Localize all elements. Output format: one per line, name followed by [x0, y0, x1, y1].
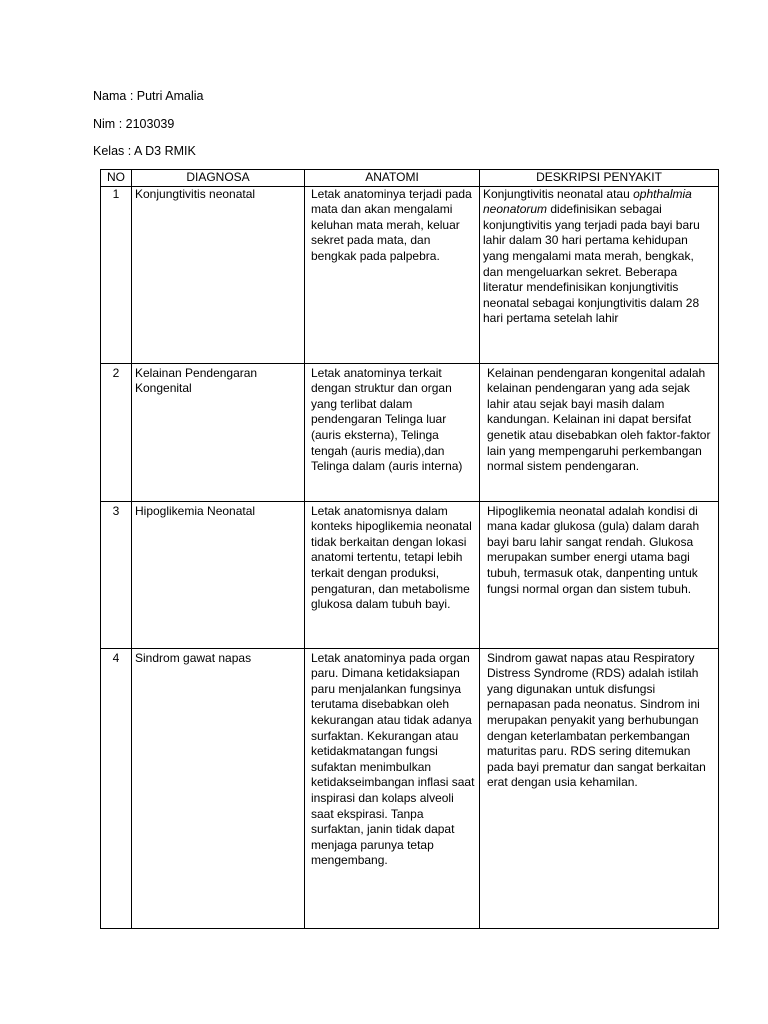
student-name: Nama : Putri Amalia — [93, 89, 204, 103]
column-header-diagnosa: DIAGNOSA — [132, 170, 305, 187]
column-header-deskripsi: DESKRIPSI PENYAKIT — [480, 170, 719, 187]
description-cell — [480, 648, 719, 928]
description-cell — [480, 363, 719, 501]
anatomy-cell — [305, 501, 480, 648]
description-cell — [480, 501, 719, 648]
diagnosis-cell: Kelainan Pendengaran Kongenital — [132, 363, 305, 501]
anatomy-cell — [305, 363, 480, 501]
description-cell — [480, 186, 719, 363]
table-header-row — [101, 170, 719, 187]
diagnosis-table — [100, 169, 719, 929]
table-row — [101, 186, 719, 363]
description-text: Kelainan pendengaran kongenital adalah kelainan pendengaran yang ada sejak lahir atau sejak bayi masih dalam kandungan. Kelainan ini dapat bersifat genetik atau disebabkan oleh faktor-faktor lain yang mempengaruhi perkembangan normal sistem pendengaran. — [487, 365, 711, 474]
column-header-anatomi: ANATOMI — [305, 170, 480, 187]
row-number: 1 — [101, 186, 132, 363]
diagnosis-cell: Sindrom gawat napas — [132, 648, 305, 928]
anatomy-text: Letak anatomisnya dalam konteks hipoglikemia neonatal tidak berkaitan dengan lokasi anatomi tertentu, tetapi lebih terkait dengan produksi, pengaturan, dan metabolisme glukosa dalam tubuh bayi. — [311, 503, 472, 612]
anatomy-text: Letak anatominya terkait dengan struktur dan organ yang terlibat dalam pendengaran Telinga luar (auris eksterna), Telinga tengah (auris media),dan Telinga dalam (auris interna) — [311, 365, 463, 474]
table-row — [101, 501, 719, 648]
student-class: Kelas : A D3 RMIK — [93, 144, 196, 158]
description-text-part: Konjungtivitis neonatal atau — [483, 186, 634, 201]
student-id: Nim : 2103039 — [93, 117, 175, 131]
diagnosis-cell: Konjungtivitis neonatal — [132, 186, 305, 363]
anatomy-text: Letak anatominya pada organ paru. Dimana ketidaksiapan paru menjalankan fungsinya terutama disebabkan oleh kekurangan atau tidak adanya surfaktan. Kekurangan atau ketidakmatangan fungsi sufaktan menimbulkan ketidakseimbangan inflasi saat inspirasi dan kolaps alveoli saat ekspirasi. Tanpa surfaktan, janin tidak dapat menjaga parunya tetap mengembang. — [311, 650, 475, 868]
anatomy-cell — [305, 186, 480, 363]
description-text: Sindrom gawat napas atau Respiratory Distress Syndrome (RDS) adalah istilah yang digunakan untuk disfungsi pernapasan pada neonatus. Sindrom ini merupakan penyakit yang berhubungan dengan keterlambatan perkembangan maturitas paru. RDS sering ditemukan pada bayi prematur dan sangat berkaitan erat dengan usia kehamilan. — [487, 650, 706, 790]
description-italic-term: ophthalmia neonatorum — [483, 186, 692, 217]
row-number: 3 — [101, 501, 132, 648]
row-number: 2 — [101, 363, 132, 501]
description-text-part: didefinisikan sebagai konjungtivitis yang terjadi pada bayi baru lahir dalam 30 hari pertama kehidupan yang mengalami mata merah, bengkak, dan mengeluarkan sekret. Beberapa literatur mendefinisikan konjungtivitis neonatal sebagai konjungtivitis dalam 28 hari pertama setelah lahir — [483, 202, 700, 326]
table-row — [101, 648, 719, 928]
description-text: Hipoglikemia neonatal adalah kondisi di mana kadar glukosa (gula) dalam darah bayi baru lahir sangat rendah. Glukosa merupakan sumber energi utama bagi tubuh, termasuk otak, danpenting untuk fungsi normal organ dan sistem tubuh. — [487, 503, 700, 596]
diagnosis-cell: Hipoglikemia Neonatal — [132, 501, 305, 648]
column-header-no: NO — [101, 170, 132, 187]
row-number: 4 — [101, 648, 132, 928]
anatomy-text: Letak anatominya terjadi pada mata dan akan mengalami keluhan mata merah, keluar sekret pada mata, dan bengkak pada palpebra. — [311, 186, 472, 263]
anatomy-cell — [305, 648, 480, 928]
table-row — [101, 363, 719, 501]
